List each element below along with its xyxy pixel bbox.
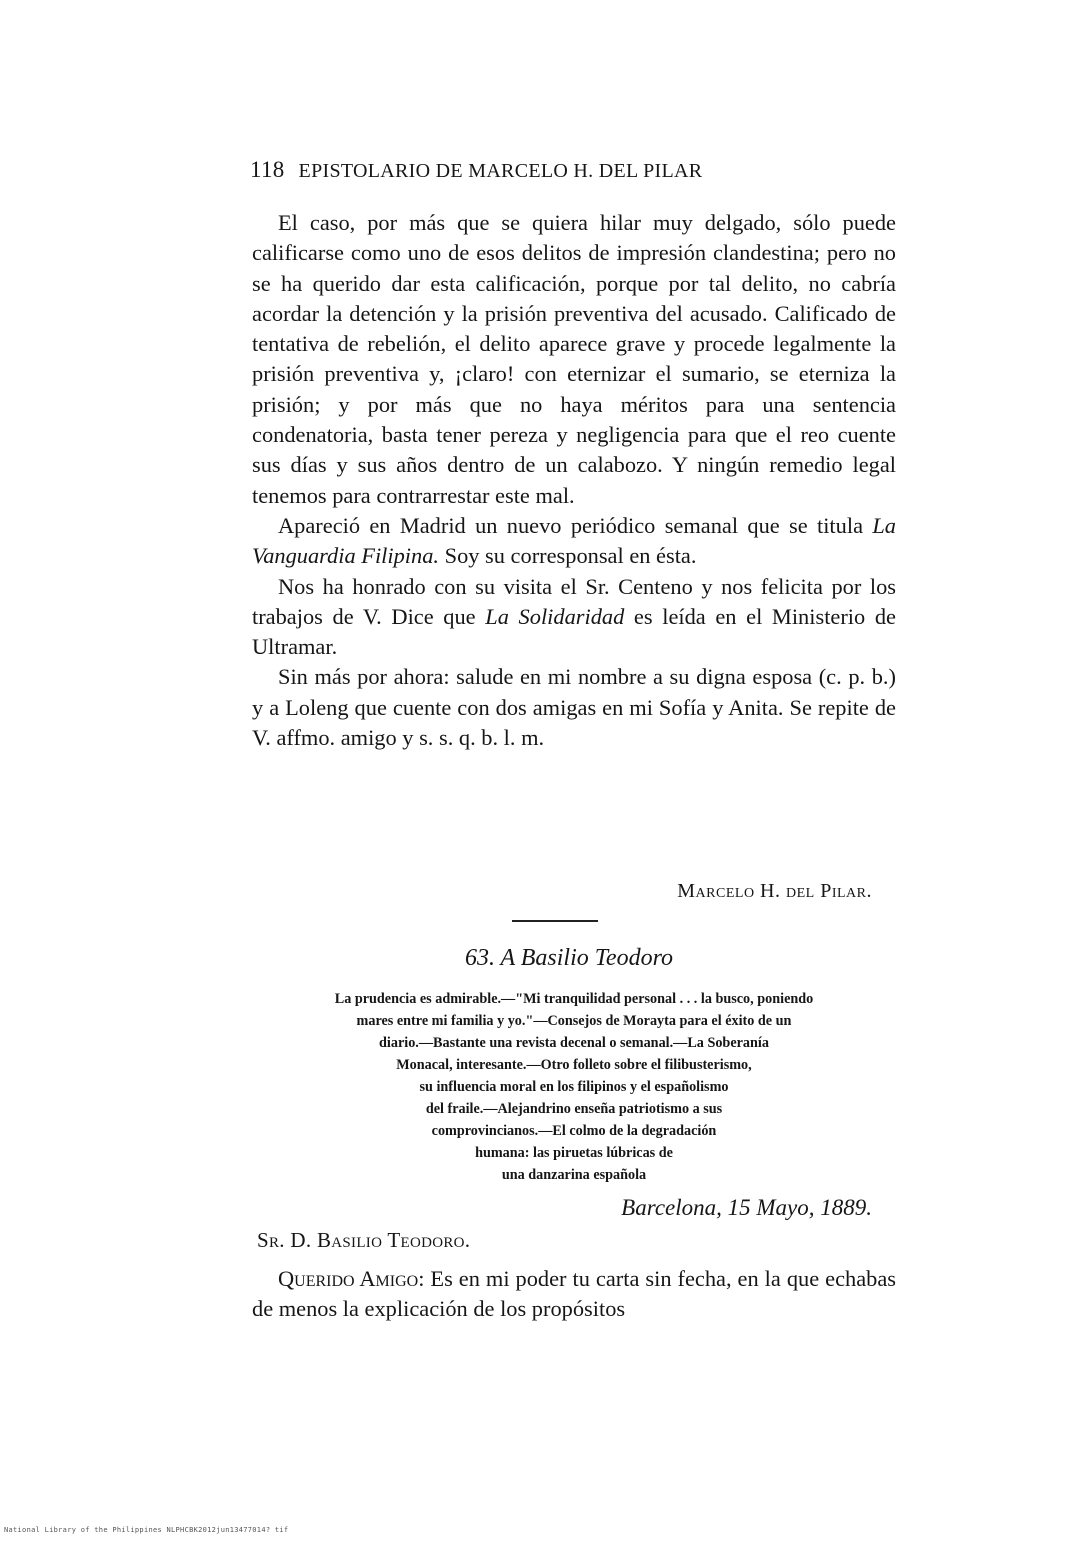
periodical-title: La Solidaridad (485, 603, 625, 629)
summary-line: humana: las piruetas lúbricas de (475, 1145, 673, 1161)
summary-line: mares entre mi familia y yo."—Consejos de Morayta para el éxito de un (356, 1013, 792, 1029)
scan-footer-stamp: National Library of the Philippines NLPHCBK2012jun13477014? tif (4, 1526, 289, 1534)
letter-body-text (252, 208, 896, 753)
summary-line: Monacal, interesante.—Otro folleto sobre el filibusterismo, (396, 1057, 752, 1073)
paragraph-1: El caso, por más que se quiera hilar muy delgado, sólo puede calificarse como uno de esos delitos de impresión clandestina; pero no se ha querido dar esta calificación, porque por tal delito, no cabría acordar la detención y la prisión preventiva del acusado. Calificado de tentativa de rebelión, el delito aparece grave y procede legalmente la prisión preventiva y, ¡claro! con eternizar el sumario, se eterniza la prisión; y por más que no haya méritos para una sentencia condenatoria, basta tener pereza y negligencia para que el reo cuente sus días y sus años dentro de un calabozo. Y ningún remedio legal tenemos para contrarrestar este mal. (252, 210, 896, 508)
paragraph-4: Sin más por ahora: salude en mi nombre a su digna esposa (c. p. b.) y a Loleng que cuente con dos amigas en mi Sofía y Anita. Se repite de V. affmo. amigo y s. s. q. b. l. m. (252, 664, 896, 751)
letter-title: 63. A Basilio Teodoro (464, 945, 674, 971)
running-title: EPISTOLARIO DE MARCELO H. DEL PILAR (298, 160, 703, 182)
place-date: Barcelona, 15 Mayo, 1889. (621, 1195, 872, 1220)
signature: Marcelo H. del Pilar. (677, 880, 872, 902)
summary-line: diario.—Bastante una revista decenal o semanal.—La Soberanía (379, 1035, 769, 1051)
periodical-title: La Vanguardia Filipina. (252, 512, 896, 569)
running-header (250, 157, 850, 183)
page-number: 118 (250, 157, 285, 182)
paragraph-3: Nos ha honrado con su visita el Sr. Centeno y nos felicita por los trabajos de V. Dice que La Solidaridad es leída en el Ministerio de Ultramar. (252, 573, 896, 660)
section-divider (512, 920, 598, 922)
summary-line: La prudencia es admirable.—"Mi tranquilidad personal . . . la busco, poniendo (334, 991, 814, 1007)
paragraph-2: Apareció en Madrid un nuevo periódico semanal que se titula La Vanguardia Filipina. Soy su corresponsal en ésta. (252, 512, 896, 569)
summary-line: comprovincianos.—El colmo de la degradación (431, 1123, 717, 1139)
summary-line: una danzarina española (501, 1167, 647, 1183)
letter-opening-text (252, 1264, 896, 1325)
salutation: Querido Amigo: (278, 1266, 425, 1291)
opening-paragraph: Querido Amigo: Es en mi poder tu carta sin fecha, en la que echabas de menos la explicación de los propósitos (252, 1266, 896, 1322)
summary-line: del fraile.—Alejandrino enseña patriotismo a sus (425, 1101, 723, 1117)
letter-summary (252, 988, 896, 1186)
summary-line: su influencia moral en los filipinos y el españolismo (419, 1079, 729, 1095)
addressee: Sr. D. Basilio Teodoro. (257, 1228, 471, 1252)
